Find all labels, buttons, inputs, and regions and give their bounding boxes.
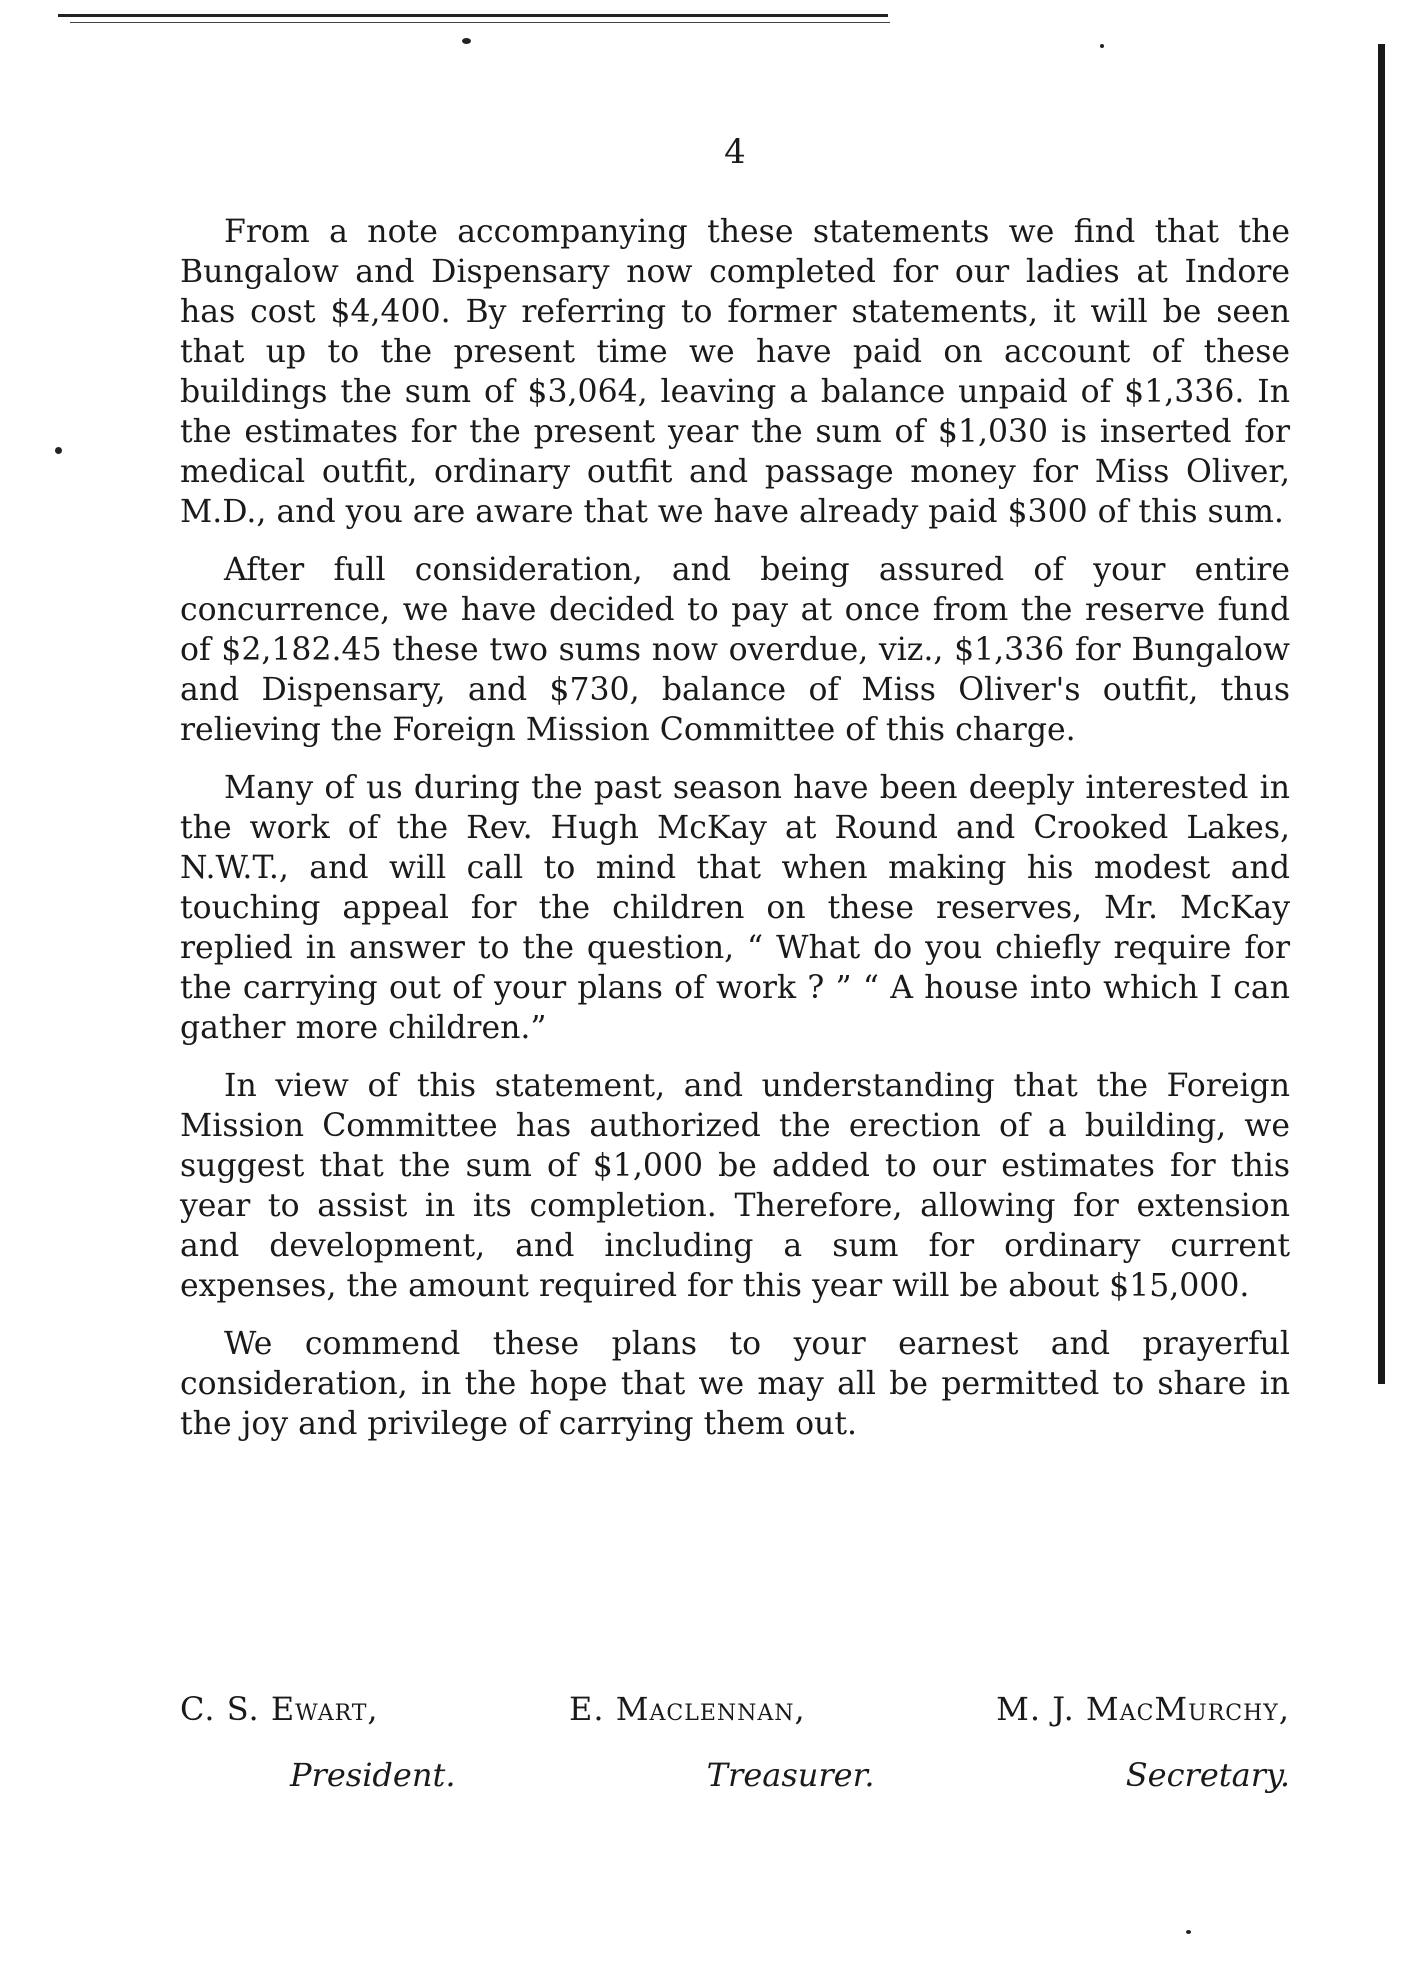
paragraph-3: Many of us during the past season have been deeply interested in the work of the Rev. Hugh McKay at Round and Crooked Lakes, N.W.T., and will call to mind that when making his modest and touching appeal for the children on these reserves, Mr. McKay replied in answer to the question, “ What do you chiefly require for the carrying out of your plans of work ? ” “ A house into which I can gather more children.” — [180, 770, 1290, 1046]
ink-speck — [55, 447, 62, 454]
ink-speck — [1186, 1930, 1191, 1934]
signatory-title-secretary: Secretary. — [1125, 1756, 1290, 1794]
signatory-title-treasurer: Treasurer. — [706, 1756, 875, 1794]
paragraph-1: From a note accompanying these statements we find that the Bungalow and Dispensary now completed for our ladies at Indore has cost $4,400. By referring to former statements, it will be seen that up to the present time we have paid on account of these buildings the sum of $3,064, leaving a balance unpaid of $1,336. In the estimates for the present year the sum of $1,030 is inserted for medical outfit, ordinary outfit and passage money for Miss Oliver, M.D., and you are aware that we have already paid $300 of this sum. — [180, 214, 1290, 530]
body-text — [180, 212, 1290, 1462]
top-rule — [58, 14, 888, 17]
paragraph-4: In view of this statement, and understanding that the Foreign Mission Committee has authorized the erection of a building, we suggest that the sum of $1,000 be added to our estimates for this year to assist in its completion. Therefore, allowing for extension and development, and including a sum for ordinary current expenses, the amount required for this year will be about $15,000. — [180, 1068, 1290, 1304]
paragraph-2: After full consideration, and being assured of your entire concurrence, we have decided to pay at once from the reserve fund of $2,182.45 these two sums now overdue, viz., $1,336 for Bungalow and Dispensary, and $730, balance of Miss Oliver's outfit, thus relieving the Foreign Mission Committee of this charge. — [180, 552, 1290, 748]
signatory-name-secretary: M. J. MacMurchy, — [996, 1690, 1290, 1728]
signature-block — [180, 1690, 1290, 1794]
ink-speck — [462, 38, 471, 44]
top-rule-thin — [70, 22, 890, 23]
signatory-name-president: C. S. Ewart, — [180, 1690, 379, 1728]
scan-edge-bar — [1378, 44, 1385, 1384]
signatory-names — [180, 1690, 1290, 1728]
page-number: 4 — [724, 132, 746, 172]
signatory-title-president: President. — [290, 1756, 456, 1794]
ink-speck — [1100, 44, 1104, 48]
signatory-titles — [180, 1756, 1290, 1794]
signatory-name-treasurer: E. Maclennan, — [569, 1690, 806, 1728]
paragraph-5: We commend these plans to your earnest and prayerful consideration, in the hope that we may all be permitted to share in the joy and privilege of carrying them out. — [180, 1326, 1290, 1442]
